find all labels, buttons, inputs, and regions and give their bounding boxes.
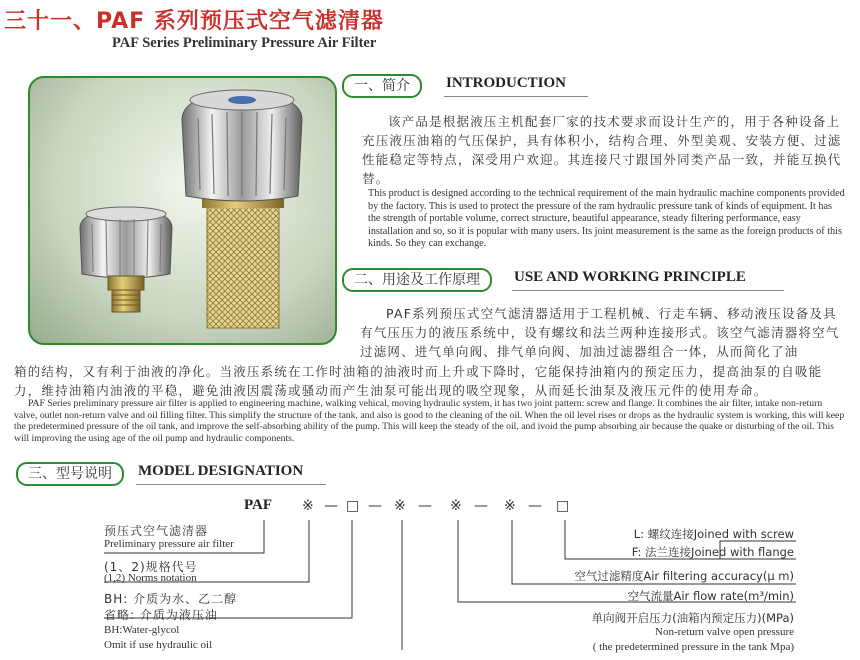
introduction-text-cn: 该产品是根据液压主机配套厂家的技术要求而设计生产的，用于各种设备上充压液压油箱的气压保护，具有体积小，结构合理、外型美观、安装方便、过滤性能稳定等特点，深受用户欢迎。其连接尺寸跟国外同类产品一致，并能互换代替。 — [362, 114, 842, 186]
introduction-text-en: This product is designed according to the technical requirement of the main hydraulic machine components provided by the factory. This is used to protect the pressure of the ram hydraulic pressure tank of kinds of equipment. It has the strength of portable volume, correct structure, beautiful appearance, steady filtering performance, easy installation and so, so it is popular with many users. Its joint measurement is the same as the foreign products of this kinds. So they can exchange. — [368, 188, 845, 250]
model-code-accuracy: ※ — [504, 498, 516, 514]
model-label-medium-cn: BH: 介质为水、乙二醇 — [104, 592, 238, 606]
model-label-medium-cn-2: 省略: 介质为液压油 — [104, 608, 218, 622]
section-model-title: MODEL DESIGNATION — [138, 463, 304, 479]
model-label-norm-en: (1,2) Norms notation — [104, 572, 197, 584]
model-code-connection: □ — [556, 498, 570, 514]
section-usage-label: 二、用途及工作原理 — [342, 268, 492, 292]
usage-text-cn-1: PAF系列预压式空气滤清器适用于工程机械、行走车辆、移动液压设备及具有气压压力的液压系统中，设有螺纹和法兰两种连接形式。该空气滤清器将空气过滤网、进气单向阀、排气单向阀、加油过滤器组合一体，从而简化了油 — [360, 306, 840, 359]
model-code-pressure: ※ — [394, 498, 406, 514]
model-label-conn-flange: F: 法兰连接Joined with flange — [631, 545, 794, 559]
model-code-prefix: PAF — [244, 497, 273, 513]
model-label-type-en: Preliminary pressure air filter — [104, 538, 234, 550]
model-code-medium: □ — [346, 498, 360, 514]
model-label-valve-cn: 单向阀开启压力(油箱内预定压力)(MPa) — [591, 611, 794, 625]
model-code-dash: — — [324, 498, 338, 514]
usage-text-cn-2: 箱的结构，又有利于油液的净化。当液压系统在工作时油箱的油液时而上升或下降时，它能保持油箱内的预定压力，提高油泵的自吸能力，维持油箱内油液的平稳，避免油液因震荡或骚动而产生油泵可能出现的吸空现象，从而延长油泵及液压元件的使用寿命。 — [14, 364, 823, 398]
model-label-medium-en-2: Omit if use hydraulic oil — [104, 639, 213, 651]
model-code-dash: — — [528, 498, 542, 514]
section-introduction-label: 一、简介 — [342, 74, 422, 98]
model-code-dash: — — [418, 498, 432, 514]
page-subtitle: PAF Series Preliminary Pressure Air Filter — [112, 35, 377, 51]
section-model-label: 三、型号说明 — [16, 462, 124, 486]
section-usage-title: USE AND WORKING PRINCIPLE — [514, 269, 746, 285]
model-code-flow: ※ — [450, 498, 462, 514]
model-label-accuracy: 空气过滤精度Air filtering accuracy(μ m) — [574, 569, 794, 583]
model-label-valve-en: Non-return valve open pressure — [655, 626, 794, 638]
section-introduction-title: INTRODUCTION — [446, 75, 567, 91]
model-label-conn-screw: L: 螺纹连接Joined with screw — [633, 527, 794, 541]
model-label-valve-en-2: ( the predetermined pressure in the tank Mpa) — [592, 641, 794, 653]
model-label-medium-en: BH:Water-glycol — [104, 624, 180, 636]
model-code-norm: ※ — [302, 498, 314, 514]
model-label-norm-cn: (1、2)规格代号 — [104, 560, 198, 574]
model-code-dash: — — [474, 498, 488, 514]
model-code-dash: — — [368, 498, 382, 514]
model-label-type-cn: 预压式空气滤清器 — [104, 524, 209, 538]
model-label-flow: 空气流量Air flow rate(m³/min) — [627, 589, 794, 603]
usage-text-en: PAF Series preliminary pressure air filter is applied to engineering machine, walking vehical, moving hydraulic system, it has two joint pattern: screw and flange. It combines the air filter, intake non-return valve, outlet non-return valve and oil filling filter. This simplify the structure of the tank, and also is good to the cleaning of the oil. When the oil level rises or drops as the hydraulic system is working, this will keep the predetermined pressure of the oil tank, and improve the self-absorbing ability of the pump. This will keep the steady of the oil, and ivoid the pump absorbing air because the quake or disturbing of the oil. This will improving the using age of the oil pump and hydraulic components. — [14, 398, 845, 444]
page-title: 三十一、PAF 系列预压式空气滤清器 — [4, 9, 384, 34]
